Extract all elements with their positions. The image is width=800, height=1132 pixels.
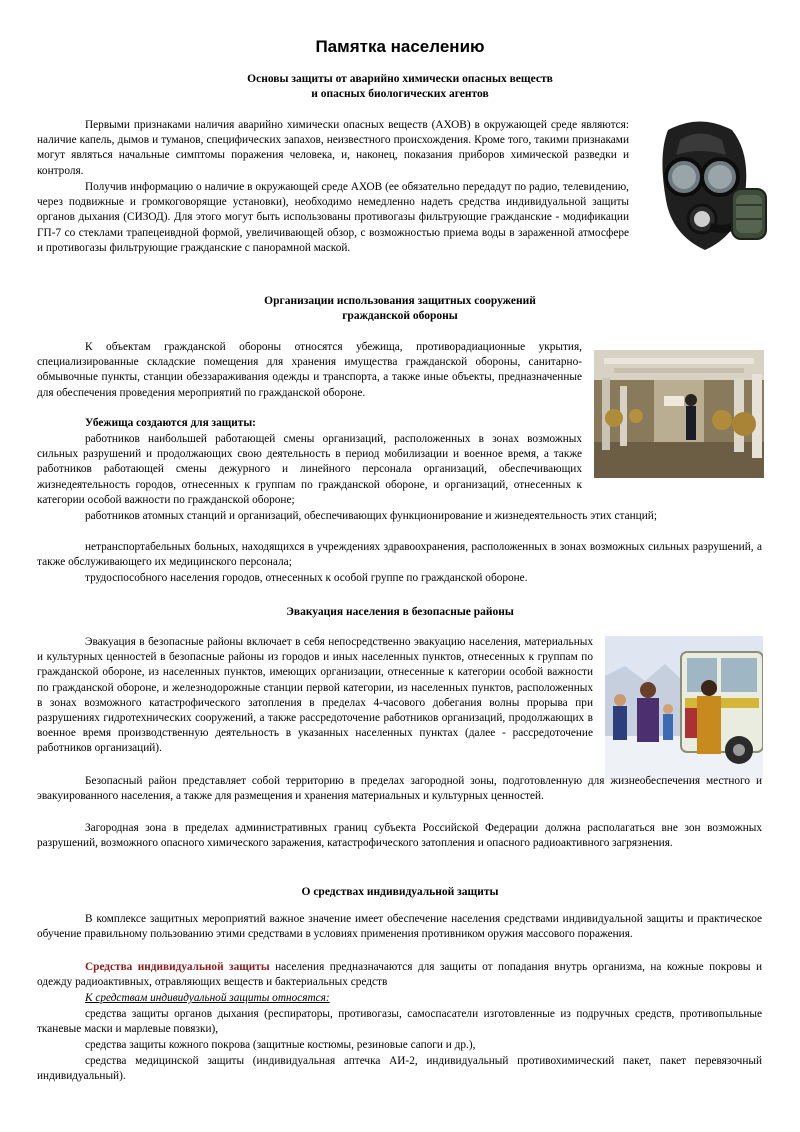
section3-paragraph-1: Эвакуация в безопасные районы включает в себя непосредственно эвакуацию населения, материальных и культурных ценностей в безопасные районы из городов и иных населенных пунктов, отнесенных к группам по гражданской обороне, из населенных пунктов, имеющих организации, отнесенные к категории особой важности по гражданской обороне, и железнодорожные станции первой категории, из населенных пунктов, расположенных в зонах возможного катастрофического затопления в пределах 4-часового добегания волны прорыва при разрушениях гидротехнических сооружений, а также рассредоточение работников организаций, продолжающих в военное время производственную деятельность в указанных населенных пунктах (далее - рассредоточение работников организаций). bbox=[37, 636, 593, 755]
section3-heading: Эвакуация населения в безопасные районы bbox=[286, 606, 514, 618]
section4-list-item-2: средства защиты кожного покрова (защитные костюмы, резиновые сапоги и др.), bbox=[85, 1039, 476, 1051]
section4-list-intro: К средствам индивидуальной защиты относятся: bbox=[85, 992, 330, 1004]
section2-heading: Организации использования защитных сооружений гражданской обороны bbox=[264, 295, 536, 322]
section1-paragraph-1: Первыми признаками наличия аварийно химически опасных веществ (АХОВ) в окружающей среде являются: наличие капель, дымов и туманов, специфических запахов, неизвестного происхождения. Кроме того, такими признаками могут являться начальные симптомы поражения человека, и, наконец, показания приборов химической разведки и контроля. bbox=[37, 119, 629, 177]
section2-list-item-3: нетранспортабельных больных, находящихся в учреждениях здравоохранения, расположенных в зонах возможных сильных разрушений, а также обслуживающего их медицинского персонала; bbox=[37, 541, 762, 569]
section3-paragraph-3: Загородная зона в пределах административных границ субъекта Российской Федерации должна располагаться вне зон возможных разрушений, возможного опасного химического заражения, катастрофического затопления и опасного радиоактивного загрязнения. bbox=[37, 822, 762, 850]
section4-heading: О средствах индивидуальной защиты bbox=[301, 886, 499, 898]
section3-paragraph-2: Безопасный район представляет собой территорию в пределах загородной зоны, подготовленную для жизнеобеспечения местного и эвакуированного населения, а также для размещения и хранения материальных и культурных ценностей. bbox=[37, 775, 762, 803]
section4-paragraph-2: Средства индивидуальной защиты населения предназначаются для защиты от попадания внутрь организма, на кожные покровы и одежду радиоактивных, отравляющих веществ и бактериальных средств bbox=[37, 961, 762, 989]
section2-paragraph-1: К объектам гражданской обороны относятся убежища, противорадиационные укрытия, специализированные складские помещения для хранения имущества гражданской обороны, санитарно-обмывочные пункты, станции обеззараживания одежды и транспорта, а также иные объекты, предназначенные для обеспечения проведения мероприятий по гражданской обороне. bbox=[37, 341, 582, 399]
section1-paragraph-2: Получив информацию о наличие в окружающей среде АХОВ (ее обязательно передадут по радио, телевидению, через подвижные и громкоговорящие установки), необходимо немедленно надеть средства индивидуальной защиты органов дыхания (СИЗОД). Для этого могут быть использованы противогазы фильтрующие гражданские - модификации ГП-7 со стеклами трапецеивдной формой, увеличивающей обзор, с возможностью приема воды в зараженной атмосфере и противогазы фильтрующие гражданские с панорамной маской. bbox=[37, 181, 629, 254]
section4-list-item-3: средства медицинской защиты (индивидуальная аптечка АИ-2, индивидуальный противохимический пакет, пакет перевязочный индивидуальный). bbox=[37, 1055, 762, 1083]
evacuation-bus-image bbox=[605, 636, 763, 780]
section2-list-item-2: работников атомных станций и организаций, обеспечивающих функционирование и жизнедеятельность этих станций; bbox=[85, 510, 657, 522]
section2-list-item-1a: работников наибольшей работающей смены организаций, расположенных в зонах возможных сильных разрушений и продолжающих свою деятельность в период мобилизации и военное время, а также работников работающей смены дежурного и линейного персонала организаций, обеспечивающих жизнедеятельность городов, отнесенных к группам по гражданской обороне, и организаций, отнесенных к категории особой важности по гражданской обороне; bbox=[37, 433, 582, 506]
section2-subheading: Убежища создаются для защиты: bbox=[85, 417, 256, 429]
section1-heading: Основы защиты от аварийно химически опасных веществ и опасных биологических агентов bbox=[247, 73, 553, 100]
gas-mask-image bbox=[640, 115, 770, 265]
section4-paragraph-1: В комплексе защитных мероприятий важное значение имеет обеспечение населения средствами индивидуальной защиты и практическое обучение правильному пользованию этими средствами в условиях применения противником оружия массового поражения. bbox=[37, 913, 762, 941]
bomb-shelter-image bbox=[594, 350, 764, 478]
section2-list-item-4: трудоспособного населения городов, отнесенных к особой группе по гражданской обороне. bbox=[85, 572, 528, 584]
section4-list-item-1: средства защиты органов дыхания (респираторы, противогазы, самоспасатели изготовленные из подручных средств, противопыльные тканевые маски и марлевые повязки), bbox=[37, 1008, 762, 1036]
page-title: Памятка населению bbox=[315, 37, 485, 56]
